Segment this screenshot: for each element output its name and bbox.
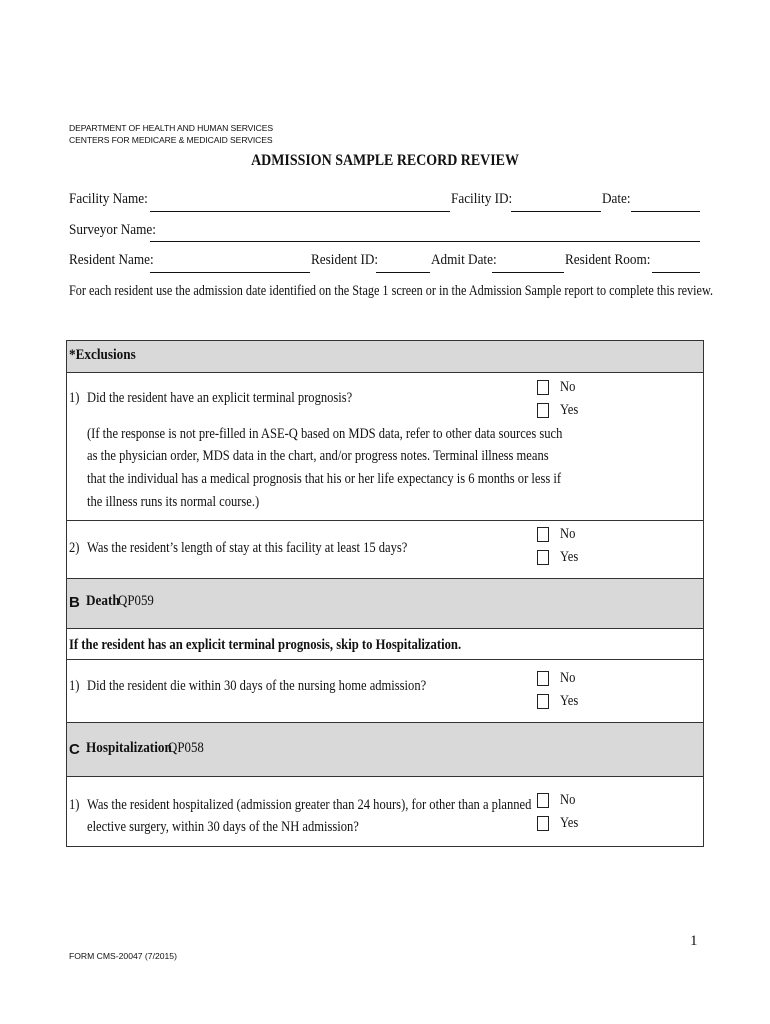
exclusions-q2-no-checkbox[interactable]: [537, 527, 549, 542]
row-divider: [66, 520, 704, 521]
facility-name-field[interactable]: [150, 211, 450, 212]
resident-room-label: Resident Room:: [565, 252, 651, 268]
exclusions-q1-no-label: No: [560, 379, 576, 395]
form-title: ADMISSION SAMPLE RECORD REVIEW: [251, 152, 519, 169]
death-q1-text: Did the resident die within 30 days of the nursing home admission?: [87, 678, 427, 694]
exclusions-q2-text: Was the resident’s length of stay at this facility at least 15 days?: [87, 540, 408, 556]
hospitalization-q1-text: Was the resident hospitalized (admission greater than 24 hours), for other than a planned: [87, 797, 532, 813]
exclusions-q2-number: 2): [69, 540, 80, 556]
hospitalization-heading: Hospitalization: [86, 740, 172, 756]
exclusions-q1-text: Did the resident have an explicit terminal prognosis?: [87, 390, 353, 406]
resident-id-field[interactable]: [376, 272, 430, 273]
hospitalization-q1-yes-label: Yes: [560, 815, 579, 831]
admit-date-label: Admit Date:: [431, 252, 497, 268]
hospitalization-q1-number: 1): [69, 797, 80, 813]
death-q1-number: 1): [69, 678, 80, 694]
facility-id-label: Facility ID:: [451, 191, 513, 207]
death-heading: Death: [86, 593, 120, 609]
hospitalization-q1-no-label: No: [560, 792, 576, 808]
death-header-band: [66, 578, 704, 629]
exclusions-q1-yes-checkbox[interactable]: [537, 403, 549, 418]
resident-name-field[interactable]: [150, 272, 310, 273]
agency-line-1: DEPARTMENT OF HEALTH AND HUMAN SERVICES: [69, 123, 273, 133]
admit-date-field[interactable]: [492, 272, 564, 273]
instructions: For each resident use the admission date identified on the Stage 1 screen or in the Admission Sample report to complete this review.: [69, 283, 714, 299]
exclusions-header-band: [66, 340, 704, 373]
exclusions-q1-note: that the individual has a medical prognosis that his or her life expectancy is 6 months or less if: [87, 471, 562, 487]
death-section-letter: B: [69, 594, 80, 611]
hospitalization-code: QP058: [168, 740, 204, 756]
row-divider: [66, 659, 704, 660]
death-q1-yes-checkbox[interactable]: [537, 694, 549, 709]
hospitalization-q1-text: elective surgery, within 30 days of the NH admission?: [87, 819, 359, 835]
hospitalization-q1-no-checkbox[interactable]: [537, 793, 549, 808]
exclusions-q1-note: (If the response is not pre-filled in ASE-Q based on MDS data, refer to other data sources such: [87, 426, 563, 442]
date-label: Date:: [602, 191, 631, 207]
hospitalization-section-letter: C: [69, 741, 80, 758]
death-q1-no-checkbox[interactable]: [537, 671, 549, 686]
resident-name-label: Resident Name:: [69, 252, 154, 268]
page-number: 1: [690, 933, 698, 949]
exclusions-heading: *Exclusions: [69, 347, 136, 363]
exclusions-q1-note: the illness runs its normal course.): [87, 494, 260, 510]
exclusions-q1-number: 1): [69, 390, 80, 406]
exclusions-q1-yes-label: Yes: [560, 402, 579, 418]
surveyor-name-label: Surveyor Name:: [69, 222, 156, 238]
exclusions-q2-no-label: No: [560, 526, 576, 542]
resident-room-field[interactable]: [652, 272, 700, 273]
exclusions-q1-no-checkbox[interactable]: [537, 380, 549, 395]
exclusions-q2-yes-label: Yes: [560, 549, 579, 565]
death-q1-yes-label: Yes: [560, 693, 579, 709]
resident-id-label: Resident ID:: [311, 252, 379, 268]
date-field[interactable]: [631, 211, 700, 212]
exclusions-q1-note: as the physician order, MDS data in the chart, and/or progress notes. Terminal illness means: [87, 448, 549, 464]
facility-name-label: Facility Name:: [69, 191, 148, 207]
death-q1-no-label: No: [560, 670, 576, 686]
exclusions-q2-yes-checkbox[interactable]: [537, 550, 549, 565]
death-code: QP059: [118, 593, 154, 609]
facility-id-field[interactable]: [511, 211, 601, 212]
surveyor-name-field[interactable]: [150, 241, 700, 242]
death-skip-note: If the resident has an explicit terminal prognosis, skip to Hospitalization.: [69, 637, 462, 653]
form-number: FORM CMS-20047 (7/2015): [69, 951, 177, 961]
agency-line-2: CENTERS FOR MEDICARE & MEDICAID SERVICES: [69, 135, 273, 145]
hospitalization-q1-yes-checkbox[interactable]: [537, 816, 549, 831]
